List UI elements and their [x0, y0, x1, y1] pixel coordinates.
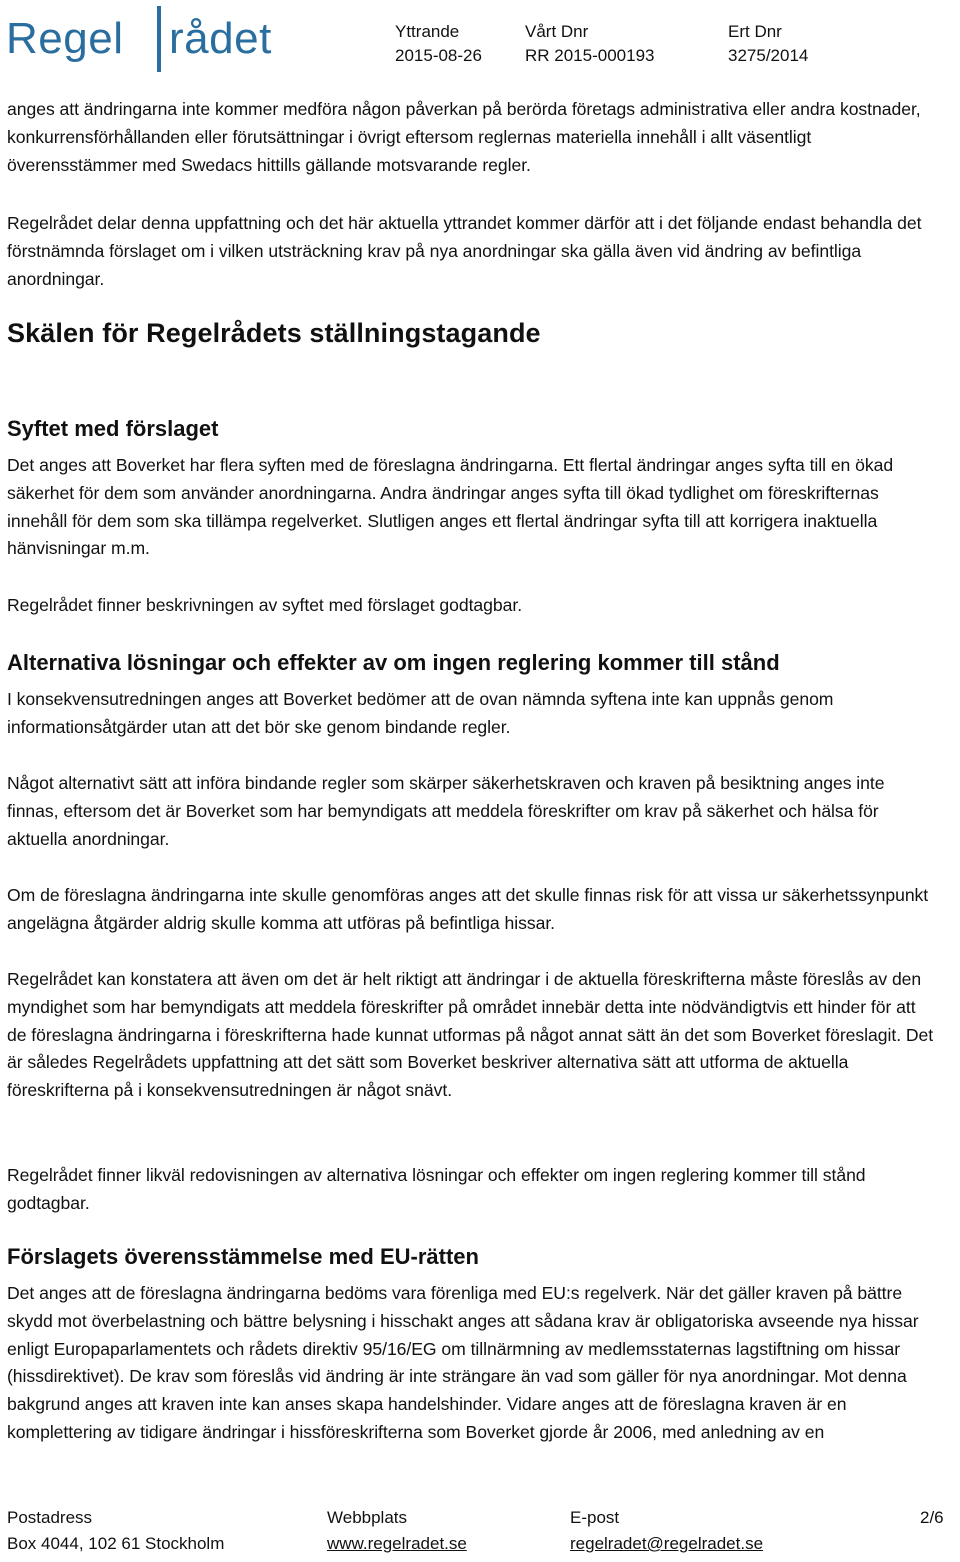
logo-text-regel: Regel [6, 14, 124, 63]
page-number: 2/6 [920, 1508, 944, 1527]
logo-text-radet: rådet [169, 14, 272, 63]
meta-vart-dnr [525, 20, 654, 68]
paragraph: Regelrådet delar denna uppfattning och det här aktuella yttrandet kommer därför att i det följande endast behandla det förstnämnda förslaget om i vilken utsträckning krav på nya anordningar ska gälla även vid ändring av befintliga anordningar. [7, 213, 922, 289]
vart-dnr-label: Vårt Dnr [525, 22, 589, 41]
yttrande-label: Yttrande [395, 22, 460, 41]
paragraph: Regelrådet kan konstatera att även om det är helt riktigt att ändringar i de aktuella föreskrifterna måste föreslås av den myndighet som har bemyndigats att meddela föreskrifter på området innebär detta inte nödvändigtvis ett hinder för att de föreslagna ändringarna i föreskrifterna hade kunnat utformas på något annat sätt än det som Boverket föreslagit. Det är således Regelrådets uppfattning att det sätt som Boverket beskriver alternativa sätt att utforma de aktuella föreskrifterna på i konsekvensutredningen är något snävt. [7, 969, 934, 1101]
webbplats-label: Webbplats [327, 1508, 408, 1527]
paragraph: I konsekvensutredningen anges att Boverket bedömer att de ovan nämnda syftena inte kan uppnås genom informationsåtgärder utan att det bör ske genom bindande regler. [7, 689, 834, 737]
postadress-value: Box 4044, 102 61 Stockholm [7, 1534, 225, 1553]
yttrande-date: 2015-08-26 [395, 46, 482, 65]
meta-yttrande [395, 20, 482, 68]
paragraph: anges att ändringarna inte kommer medföra någon påverkan på berörda företags administrativa eller andra kostnader, konkurrensförhållanden eller förutsättningar i övrigt eftersom reglernas materiella innehåll i allt väsentligt överensstämmer med Swedacs hittills gällande motsvarande regler. [7, 99, 921, 175]
vart-dnr-value: RR 2015-000193 [525, 46, 655, 65]
paragraph: Det anges att de föreslagna ändringarna bedöms vara förenliga med EU:s regelverk. När det gäller kraven på bättre skydd mot överbelastning och bättre belysning i hisschakt anges att sådana krav är obligatoriska avseende nya hissar enligt Europaparlamentets och rådets direktiv 95/16/EG om tillnärmning av medlemsstaternas lagstiftning om hissar (hissdirektivet). De krav som föreslås vid ändring är inte strängare än vad som gäller för nya anordningar. Mot denna bakgrund anges att kraven inte kan anses skapa handelshinder. Vidare anges att de föreslagna kraven är en komplettering av tidigare ändringar i hissföreskrifterna som Boverket gjorde år 2006, med anledning av en [7, 1283, 919, 1442]
email-link[interactable]: regelradet@regelradet.se [570, 1534, 764, 1553]
paragraph: Det anges att Boverket har flera syften med de föreslagna ändringarna. Ett flertal ändringar anges syfta till en ökad säkerhet för dem som använder anordningarna. Andra ändringar anges syfta till ökad tydlighet om föreskrifternas innehåll för dem som ska tillämpa regelverket. Slutligen anges ett flertal ändringar syfta till att korrigera inaktuella hänvisningar m.m. [7, 455, 894, 559]
section-heading: Skälen för Regelrådets ställningstagande [7, 318, 541, 348]
paragraph: Om de föreslagna ändringarna inte skulle genomföras anges att det skulle finnas risk för att vissa ur säkerhetssynpunkt angelägna åtgärder aldrig skulle komma att utföras på befintliga hissar. [7, 885, 929, 933]
subsection-heading: Syftet med förslaget [7, 416, 219, 441]
postadress-label: Postadress [7, 1508, 93, 1527]
subsection-heading: Förslagets överensstämmelse med EU-rätten [7, 1244, 479, 1269]
paragraph: Något alternativt sätt att införa bindande regler som skärper säkerhetskraven och kraven på besiktning anges inte finnas, eftersom det är Boverket som har bemyndigats att meddela föreskrifter om krav på säkerhet och hälsa för aktuella anordningar. [7, 773, 885, 849]
paragraph: Regelrådet finner likväl redovisningen av alternativa lösningar och effekter om ingen reglering kommer till stånd godtagbar. [7, 1165, 866, 1213]
footer-epost [570, 1505, 763, 1557]
logo-divider-bar [157, 6, 161, 72]
website-link[interactable]: www.regelradet.se [327, 1534, 467, 1553]
meta-ert-dnr [728, 20, 808, 68]
footer-webbplats [327, 1505, 467, 1557]
epost-label: E-post [570, 1508, 620, 1527]
ert-dnr-value: 3275/2014 [728, 46, 809, 65]
footer-postadress [7, 1505, 224, 1557]
ert-dnr-label: Ert Dnr [728, 22, 782, 41]
paragraph: Regelrådet finner beskrivningen av syftet med förslaget godtagbar. [7, 595, 523, 615]
subsection-heading: Alternativa lösningar och effekter av om ingen reglering kommer till stånd [7, 650, 780, 675]
